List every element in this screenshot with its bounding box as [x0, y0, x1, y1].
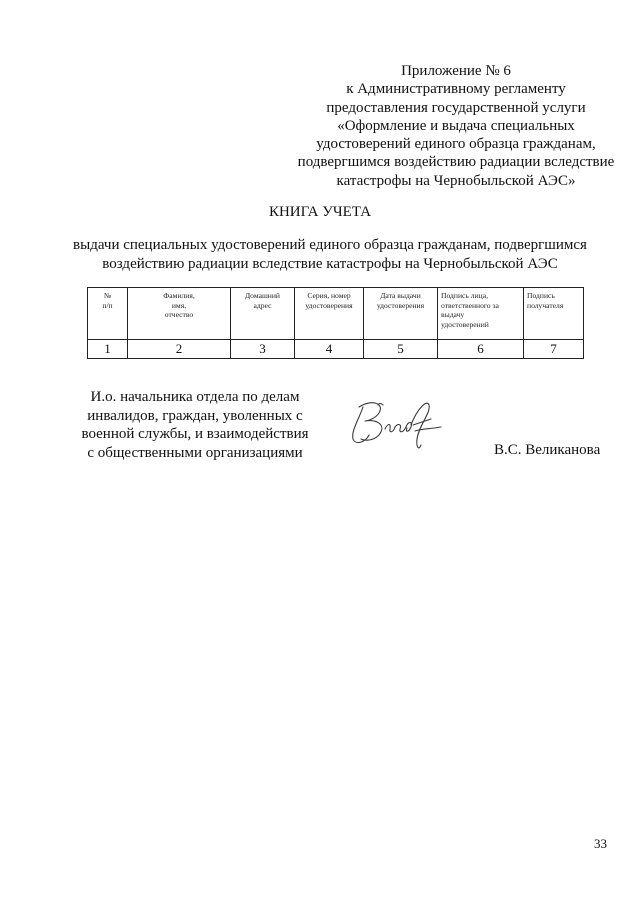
column-number-cell: 5 [364, 340, 438, 359]
header-cell-home-address: Домашний адрес [231, 288, 295, 340]
header-cell-recipient-signature: Подпись получателя [524, 288, 584, 340]
appendix-header [270, 62, 640, 190]
header-cell-number: № п/п [88, 288, 128, 340]
column-number-cell: 2 [128, 340, 231, 359]
appendix-line: предоставления государственной услуги [326, 99, 586, 116]
official-line: инвалидов, граждан, уволенных с [87, 407, 303, 424]
column-number-cell: 7 [524, 340, 584, 359]
ledger-table [87, 287, 584, 359]
header-cell-responsible-signature: Подпись лица, ответственного за выдачу удостоверений [438, 288, 524, 340]
appendix-line: к Административному регламенту [346, 81, 566, 98]
header-cell-certificate-series: Серия, номер удостоверения [295, 288, 364, 340]
signer-name: В.С. Великанова [494, 442, 601, 458]
official-position [70, 388, 320, 462]
page-number: 33 [594, 836, 607, 851]
official-line: с общественными организациями [87, 444, 303, 461]
column-number-cell: 6 [438, 340, 524, 359]
handwritten-signature [345, 395, 450, 455]
official-line: И.о. начальника отдела по делам [90, 389, 300, 405]
table-header-row [88, 288, 584, 340]
column-number-cell: 1 [88, 340, 128, 359]
appendix-line: Приложение № 6 [401, 63, 511, 79]
subtitle-line: выдачи специальных удостоверений единого образца гражданам, подвергшимся [73, 237, 587, 253]
column-number-cell: 4 [295, 340, 364, 359]
appendix-line: катастрофы на Чернобыльской АЭС» [336, 172, 576, 189]
subtitle-line: воздействию радиации вследствие катастрофы на Чернобыльской АЭС [102, 255, 558, 272]
official-line: военной службы, и взаимодействия [81, 426, 309, 443]
page-title: КНИГА УЧЕТА [268, 204, 372, 220]
table-row [88, 340, 584, 359]
appendix-line: «Оформление и выдача специальных [337, 117, 575, 134]
appendix-line: подвергшимся воздействию радиации вследствие [297, 154, 615, 171]
page-subtitle [40, 236, 620, 273]
appendix-line: удостоверений единого образца гражданам, [316, 136, 596, 153]
header-cell-full-name: Фамилия, имя, отчество [128, 288, 231, 340]
column-number-cell: 3 [231, 340, 295, 359]
header-cell-issue-date: Дата выдачи удостоверения [364, 288, 438, 340]
